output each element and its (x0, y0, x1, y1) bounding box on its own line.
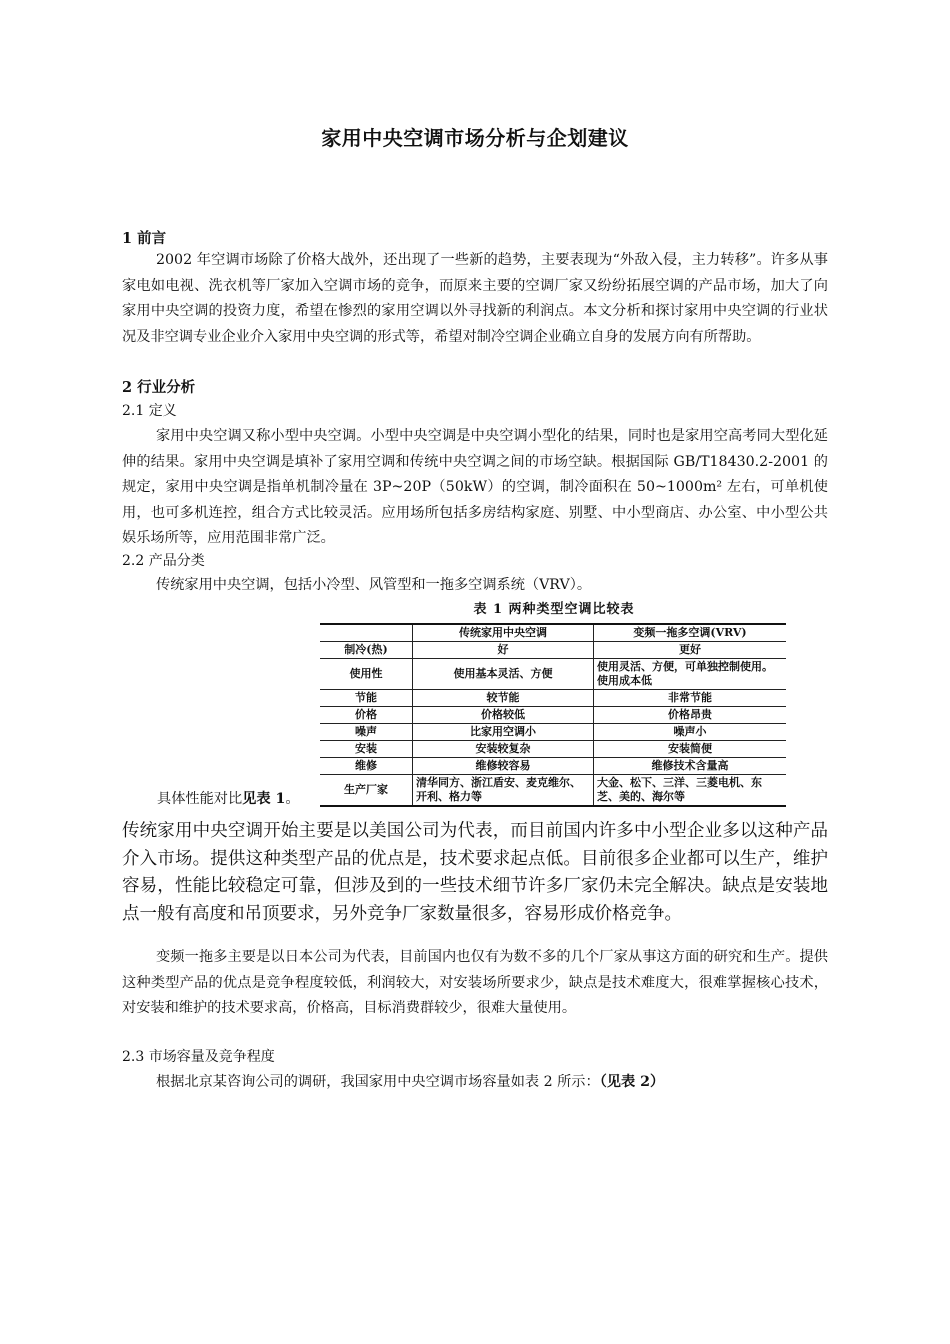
table-cell: 安装简便 (594, 741, 787, 758)
table-cell: 非常节能 (594, 690, 787, 707)
table-cell: 价格较低 (413, 707, 594, 724)
table-2-reference: （见表 2） (599, 1074, 665, 1090)
table-cell: 大金、松下、三洋、三菱电机、东芝、美的、海尔等 (594, 775, 787, 807)
table-header-cell (320, 624, 413, 642)
comparison-table (320, 598, 788, 807)
table-cell: 价格 (320, 707, 413, 724)
table-row (320, 741, 786, 758)
table-cell: 使用基本灵活、方便 (413, 659, 594, 690)
table-cell: 比家用空调小 (413, 724, 594, 741)
table-reference-text: 具体性能对比 (157, 791, 243, 807)
section-2-3-paragraph (122, 1070, 828, 1096)
section-2-3-heading: 2.3 市场容量及竞争程度 (122, 1049, 275, 1065)
table-cell: 价格昂贵 (594, 707, 787, 724)
document-title: 家用中央空调市场分析与企划建议 (321, 126, 629, 150)
table-row (320, 758, 786, 775)
table-reference-line (157, 788, 300, 808)
table-cell: 好 (413, 642, 594, 659)
table-cell: 噪声 (320, 724, 413, 741)
table-row (320, 775, 786, 807)
section-2-2-paragraph: 传统家用中央空调，包括小冷型、风管型和一拖多空调系统（VRV）。 (156, 577, 592, 593)
traditional-ac-paragraph: 传统家用中央空调开始主要是以美国公司为代表，而目前国内许多中小型企业多以这种产品介入市场。提供这种类型产品的优点是，技术要求起点低。目前很多企业都可以生产，维护容易，性能比较稳定可靠，但涉及到的一些技术细节许多厂家仍未完全解决。缺点是安装地点一般有高度和吊顶要求，另外竞争厂家数量很多，容易形成价格竞争。 (122, 821, 828, 924)
table-cell: 使用灵活、方便，可单独控制使用。使用成本低 (594, 659, 787, 690)
section-2-2-heading: 2.2 产品分类 (122, 553, 205, 569)
table-cell: 生产厂家 (320, 775, 413, 807)
table-row (320, 724, 786, 741)
section-2-3-text: 根据北京某咨询公司的调研，我国家用中央空调市场容量如表 2 所示： (156, 1074, 600, 1090)
section-2-1-paragraph: 家用中央空调又称小型中央空调。小型中央空调是中央空调小型化的结果，同时也是家用空高考同大型化延伸的结果。家用中央空调是填补了家用空调和传统中央空调之间的市场空缺。根据国际 GB/T18430.2-2001 的规定，家用中央空调是指单机制冷量在 3P~20P（50kW）的空调，制冷面积在 50~1000m² 左右，可单机使用，也可多机连控，组合方式比较灵活。应用场所包括多房结构家庭、别墅、中小型商店、办公室、中小型公共娱乐场所等，应用范围非常广泛。 (122, 428, 828, 546)
table-header-cell: 变频一拖多空调(VRV) (594, 624, 787, 642)
vrv-paragraph: 变频一拖多主要是以日本公司为代表，目前国内也仅有为数不多的几个厂家从事这方面的研究和生产。提供这种类型产品的优点是竞争程度较低，利润较大，对安装场所要求少，缺点是技术难度大，很难掌握核心技术，对安装和维护的技术要求高，价格高，目标消费群较少，很难大量使用。 (122, 949, 828, 1016)
table-cell: 清华同方、浙江盾安、麦克维尔、开利、格力等 (413, 775, 594, 807)
table-cell: 维修较容易 (413, 758, 594, 775)
section-2-heading: 2 行业分析 (122, 379, 196, 396)
table-cell: 较节能 (413, 690, 594, 707)
table-1 (320, 623, 786, 807)
section-1-paragraph: 2002 年空调市场除了价格大战外，还出现了一些新的趋势，主要表现为“外敌入侵，主力转移”。许多从事家电如电视、洗衣机等厂家加入空调市场的竞争，而原来主要的空调厂家又纷纷拓展空调的产品市场，加大了向家用中央空调的投资力度，希望在惨烈的家用空调以外寻找新的利润点。本文分析和探讨家用中央空调的行业状况及非空调专业企业介入家用中央空调的形式等，希望对制冷空调企业确立自身的发展方向有所帮助。 (122, 252, 828, 345)
table-cell: 维修技术含量高 (594, 758, 787, 775)
section-1-heading: 1 前言 (122, 230, 167, 247)
table-cell: 维修 (320, 758, 413, 775)
table-cell: 使用性 (320, 659, 413, 690)
table-cell: 噪声小 (594, 724, 787, 741)
section-2-1-heading: 2.1 定义 (122, 403, 177, 419)
table-reference-punct: 。 (285, 791, 300, 807)
table-cell: 节能 (320, 690, 413, 707)
table-row (320, 642, 786, 659)
table-row (320, 707, 786, 724)
table-reference-link: 见表 1 (242, 791, 286, 807)
table-cell: 安装较复杂 (413, 741, 594, 758)
table-row (320, 659, 786, 690)
table-header-row (320, 624, 786, 642)
table-row (320, 690, 786, 707)
table-cell: 制冷(热) (320, 642, 413, 659)
table-caption: 表 1 两种类型空调比较表 (473, 602, 635, 617)
table-header-cell: 传统家用中央空调 (413, 624, 594, 642)
table-cell: 安装 (320, 741, 413, 758)
table-cell: 更好 (594, 642, 787, 659)
